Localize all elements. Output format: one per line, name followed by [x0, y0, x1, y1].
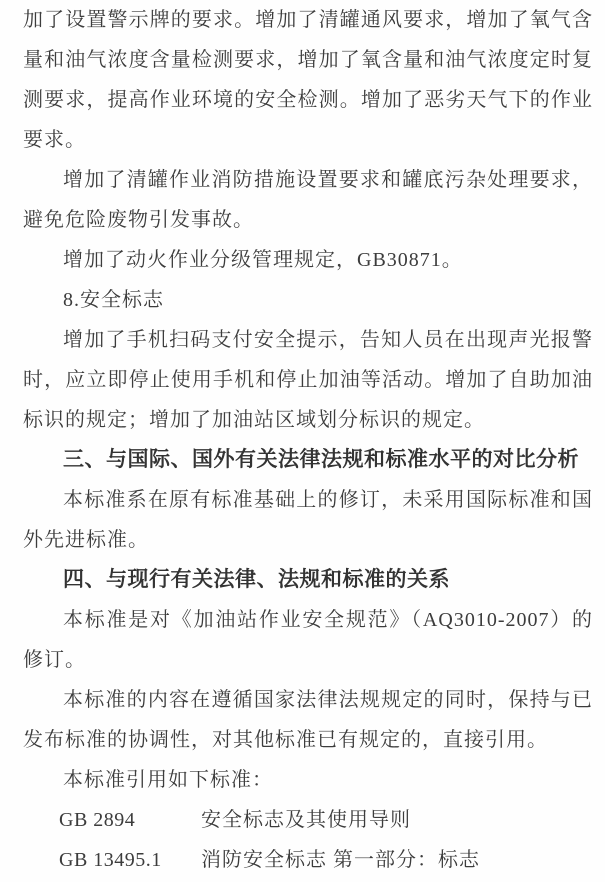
paragraph: 本标准引用如下标准： [63, 769, 273, 791]
paragraph: 本标准系在原有标准基础上的修订，未采用国际标准和国外先进标准。 [23, 489, 593, 551]
reference-item [23, 840, 593, 880]
section-heading: 四、与现行有关法律、法规和标准的关系 [63, 568, 450, 591]
section-heading: 三、与国际、国外有关法律法规和标准水平的对比分析 [63, 448, 579, 471]
paragraph: 加了设置警示牌的要求。增加了清罐通风要求，增加了氧气含量和油气浓度含量检测要求，增加了氧含量和油气浓度定时复测要求，提高作业环境的安全检测。增加了恶劣天气下的作业要求。 [23, 9, 593, 151]
paragraph: 本标准的内容在遵循国家法律法规规定的同时，保持与已发布标准的协调性，对其他标准已有规定的，直接引用。 [23, 689, 593, 751]
reference-code: GB 2894 [59, 809, 136, 831]
reference-item [23, 800, 593, 840]
reference-title: 安全标志及其使用导则 [201, 809, 411, 831]
paragraph: 增加了手机扫码支付安全提示，告知人员在出现声光报警时，应立即停止使用手机和停止加油等活动。增加了自助加油标识的规定；增加了加油站区域划分标识的规定。 [23, 329, 593, 431]
reference-code: GB 13495.1 [59, 849, 162, 871]
reference-title: 消防安全标志 第一部分：标志 [201, 849, 480, 871]
paragraph: 增加了清罐作业消防措施设置要求和罐底污杂处理要求，避免危险废物引发事故。 [23, 169, 593, 231]
paragraph: 本标准是对《加油站作业安全规范》（AQ3010-2007）的修订。 [23, 609, 593, 671]
paragraph: 8.安全标志 [63, 289, 164, 311]
paragraph: 增加了动火作业分级管理规定，GB30871。 [63, 249, 463, 271]
